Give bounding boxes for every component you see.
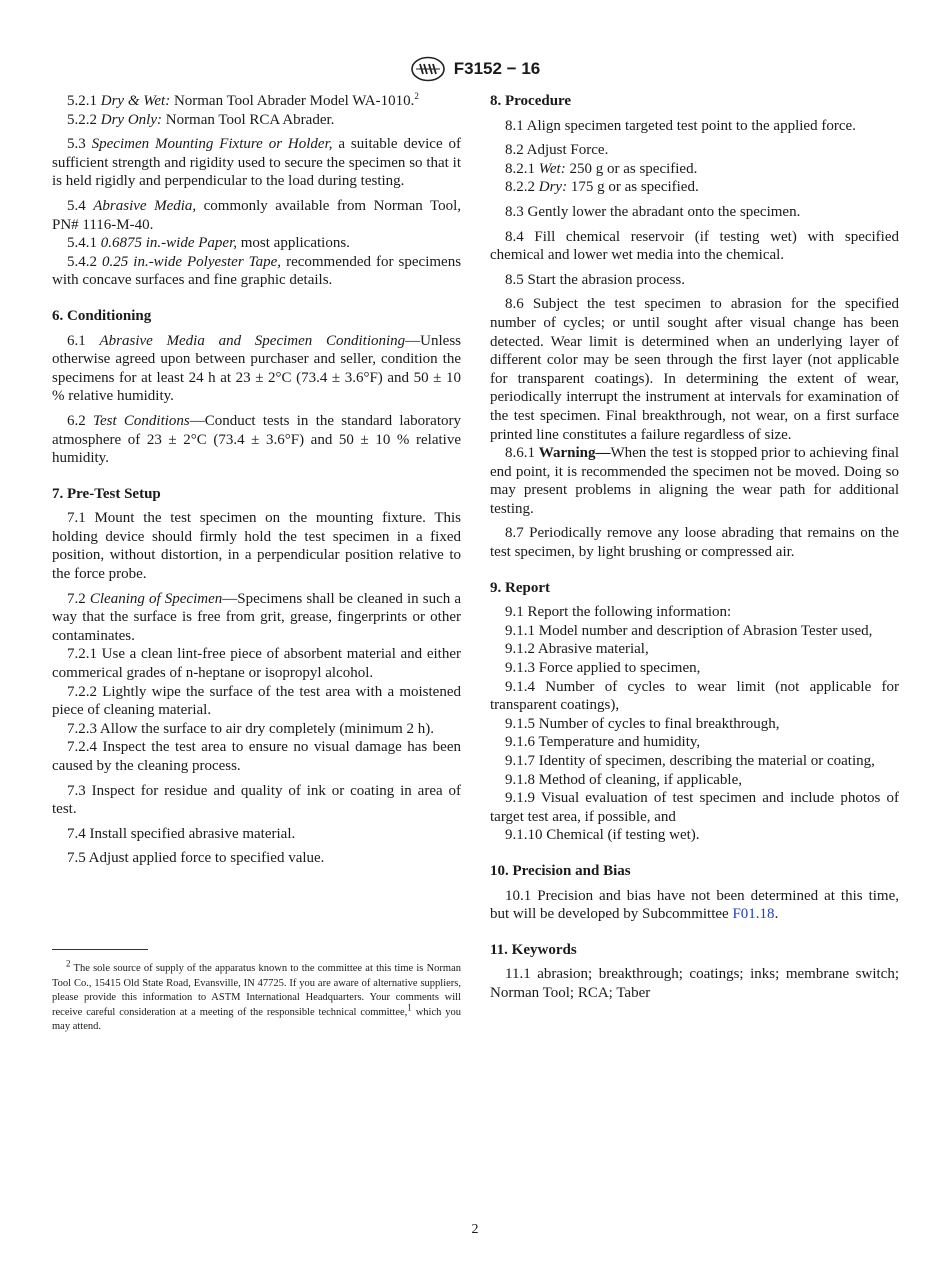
left-column — [52, 92, 461, 868]
clause-5-2-1: 5.2.1 Dry & Wet: Norman Tool Abrader Model WA-1010.$^2$ — [67, 91, 419, 109]
clause-8-2-2: 8.2.2 Dry: 175 g or as specified. — [505, 179, 699, 196]
clause-8-5: 8.5 Start the abrasion process. — [505, 271, 685, 288]
clause-7-5: 7.5 Adjust applied force to specified value. — [67, 850, 325, 867]
section-heading: 11. Keywords — [490, 941, 577, 958]
clause-8-7: 8.7 Periodically remove any loose abrading that remains on the test specimen, by light brushing or compressed air. — [490, 525, 899, 561]
clause-8-6: 8.6 Subject the test specimen to abrasion for the specified number of cycles; or until sought after visual change has been detected. Wear limit is determined when an underlying layer of different color may be seen through the first layer (not applicable for transparent coatings). In determining the extent of wear, periodically interrupt the instrument at intervals for examination of the test specimen. Final breakthrough, not wear, on a first surface printed line constitutes a failure regardless of size. — [490, 296, 899, 443]
clause-11-1: 11.1 abrasion; breakthrough; coatings; inks; membrane switch; Norman Tool; RCA; Taber — [490, 966, 899, 1001]
clause-9-1-1: 9.1.1 Model number and description of Abrasion Tester used, — [505, 622, 873, 639]
section-heading: 6. Conditioning — [52, 307, 152, 324]
clause-7-2-4: 7.2.4 Inspect the test area to ensure no visual damage has been caused by the cleaning process. — [52, 739, 461, 774]
footnote: $^2$ The sole source of supply of the apparatus known to the committee at this time is Norman Tool Co., 15415 Old State Road, Evansville, IN 47725. If you are aware of alternative suppliers, please provide this information to ASTM International Headquarters. Your comments will receive careful consideration at a meeting of the responsible technical committee,$^1$ which you may attend. — [52, 958, 462, 1033]
clause-5-4: 5.4 Abrasive Media, commonly available from Norman Tool, PN# 1116-M-40. — [52, 197, 461, 233]
clause-7-1: 7.1 Mount the test specimen on the mounting fixture. This holding device should firmly hold the test specimen in a fixed position, without distortion, in a perpendicular position relative to the force probe. — [52, 510, 461, 583]
section-heading: 8. Procedure — [490, 93, 572, 109]
page-header — [0, 56, 950, 82]
clause-9-1-6: 9.1.6 Temperature and humidity, — [505, 734, 701, 751]
clause-8-3: 8.3 Gently lower the abradant onto the specimen. — [505, 203, 801, 220]
right-column — [490, 92, 899, 1003]
footnote-divider — [52, 949, 148, 950]
clause-9-1-2: 9.1.2 Abrasive material, — [505, 641, 649, 658]
section-heading: 7. Pre-Test Setup — [52, 485, 161, 502]
page-number: 2 — [471, 1222, 479, 1237]
clause-7-3: 7.3 Inspect for residue and quality of ink or coating in area of test. — [52, 782, 461, 818]
clause-9-1-4: 9.1.4 Number of cycles to wear limit (not applicable for transparent coatings), — [490, 678, 899, 714]
clause-8-2: 8.2 Adjust Force. — [505, 142, 609, 159]
section-heading: 9. Report — [490, 579, 550, 596]
clause-8-2-1: 8.2.1 Wet: 250 g or as specified. — [505, 160, 698, 177]
standard-designation: F3152 − 16 — [453, 59, 541, 78]
clause-6-2: 6.2 Test Conditions—Conduct tests in the standard laboratory atmosphere of 23 ± 2°C (73.4 ± 3.6°F) and 50 ± 10 % relative humidity. — [52, 412, 461, 467]
clause-8-1: 8.1 Align specimen targeted test point to the applied force. — [505, 117, 856, 134]
clause-5-2-2: 5.2.2 Dry Only: Norman Tool RCA Abrader. — [67, 111, 335, 128]
clause-8-4: 8.4 Fill chemical reservoir (if testing wet) with specified chemical and lower wet media into the chemical. — [490, 228, 899, 264]
clause-7-2-2: 7.2.2 Lightly wipe the surface of the test area with a moistened piece of cleaning material. — [52, 683, 461, 719]
clause-5-3: 5.3 Specimen Mounting Fixture or Holder, a suitable device of sufficient strength and rigidity used to secure the specimen so that it is held rigidly and perpendicular to the load during testing. — [52, 136, 461, 190]
subcommittee-link[interactable]: F01.18 — [732, 906, 775, 923]
clause-7-2-3: 7.2.3 Allow the surface to air dry completely (minimum 2 h). — [67, 720, 435, 737]
clause-9-1-9: 9.1.9 Visual evaluation of test specimen and include photos of target test area, if possible, and — [490, 790, 899, 825]
clause-6-1: 6.1 Abrasive Media and Specimen Conditioning—Unless otherwise agreed upon between purchaser and seller, condition the specimens for at least 24 h at 23 ± 2°C (73.4 ± 3.6°F) and 50 ± 10 % relative humidity. — [52, 332, 462, 405]
astm-logo-icon — [410, 56, 446, 82]
section-heading: 10. Precision and Bias — [490, 862, 631, 879]
clause-7-4: 7.4 Install specified abrasive material. — [67, 825, 296, 842]
clause-9-1-8: 9.1.8 Method of cleaning, if applicable, — [505, 771, 743, 788]
clause-9-1-5: 9.1.5 Number of cycles to final breakthrough, — [505, 715, 780, 732]
clause-7-2-1: 7.2.1 Use a clean lint-free piece of absorbent material and either commerical grades of n-heptane or isopropyl alcohol. — [52, 646, 461, 682]
clause-7-2: 7.2 Cleaning of Specimen—Specimens shall be cleaned in such a way that the surface is free from grit, grease, fingerprints or other contaminates. — [52, 590, 462, 644]
clause-8-6-1: 8.6.1 Warning—When the test is stopped prior to achieving final end point, it is recommended the specimen not be moved. Doing so may present problems in aligning the wear path for additional testing. — [490, 445, 900, 517]
clause-9-1-10: 9.1.10 Chemical (if testing wet). — [505, 827, 700, 844]
clause-9-1-7: 9.1.7 Identity of specimen, describing the material or coating, — [505, 753, 875, 769]
clause-10-1: 10.1 Precision and bias have not been determined at this time, but will be developed by Subcommittee F01.18. — [490, 887, 899, 923]
clause-5-4-1: 5.4.1 0.6875 in.-wide Paper, most applications. — [67, 235, 350, 252]
clause-9-1: 9.1 Report the following information: — [505, 604, 732, 621]
clause-9-1-3: 9.1.3 Force applied to specimen, — [505, 660, 701, 677]
footnote-ref[interactable]: 2 — [414, 91, 419, 101]
clause-5-4-2: 5.4.2 0.25 in.-wide Polyester Tape, recommended for specimens with concave surfaces and fine graphic details. — [52, 253, 462, 289]
